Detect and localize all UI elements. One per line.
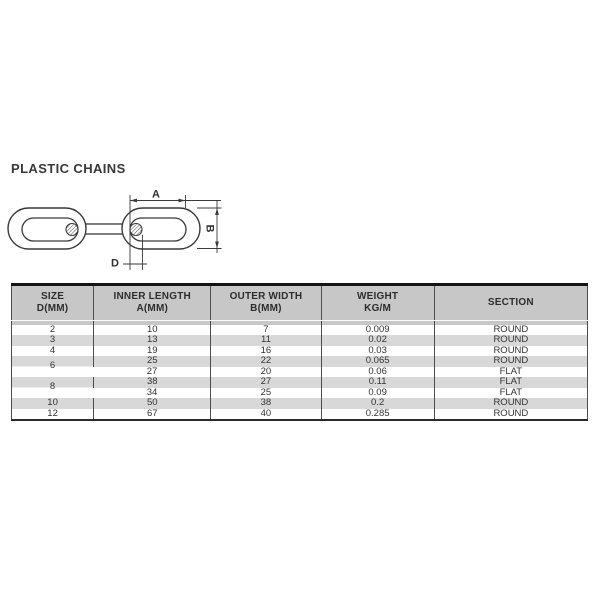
page-title: PLASTIC CHAINS [11, 161, 126, 176]
cell-section: FLAT [434, 388, 587, 399]
cell-size: 8 [12, 377, 94, 398]
cell-size: 6 [12, 356, 94, 377]
cell-weight: 0.2 [321, 398, 434, 409]
cell-outer-width: 7 [211, 325, 321, 336]
cell-outer-width: 20 [211, 367, 321, 378]
cell-section: ROUND [434, 325, 587, 336]
cell-section: ROUND [434, 346, 587, 357]
cell-inner-length: 67 [94, 409, 211, 421]
cell-outer-width: 40 [211, 409, 321, 421]
col-header-inner-length: INNER LENGTH A(MM) [94, 285, 211, 321]
table-row [12, 356, 588, 367]
cell-weight: 0.009 [321, 325, 434, 336]
dim-label-a: A [152, 188, 160, 201]
col-header-outer-width: OUTER WIDTH B(MM) [211, 285, 321, 321]
dim-a-arrow-left [130, 199, 137, 203]
cell-inner-length: 25 [94, 356, 211, 367]
cell-outer-width: 38 [211, 398, 321, 409]
cell-weight: 0.09 [321, 388, 434, 399]
cell-weight: 0.11 [321, 377, 434, 388]
cell-inner-length: 10 [94, 325, 211, 336]
cell-section: ROUND [434, 409, 587, 421]
wire-cross-section-left [66, 224, 78, 236]
table-row [12, 398, 588, 409]
cell-size: 4 [12, 346, 94, 357]
connecting-link-edge [80, 224, 126, 234]
header-row [12, 285, 588, 321]
cell-section: ROUND [434, 356, 587, 367]
cell-outer-width: 16 [211, 346, 321, 357]
cell-outer-width: 22 [211, 356, 321, 367]
cell-section: FLAT [434, 367, 587, 378]
spec-table [11, 283, 588, 421]
cell-section: ROUND [434, 335, 587, 346]
dim-b-arrow-top [215, 208, 219, 215]
cell-inner-length: 34 [94, 388, 211, 399]
cell-weight: 0.03 [321, 346, 434, 357]
dim-label-d: D [111, 257, 119, 270]
cell-weight: 0.285 [321, 409, 434, 421]
cell-weight: 0.02 [321, 335, 434, 346]
cell-weight: 0.065 [321, 356, 434, 367]
chain-diagram [0, 183, 235, 275]
cell-outer-width: 27 [211, 377, 321, 388]
cell-inner-length: 19 [94, 346, 211, 357]
dim-label-b: B [203, 224, 216, 233]
table-row [12, 377, 588, 388]
table-row [12, 335, 588, 346]
cell-outer-width: 25 [211, 388, 321, 399]
cell-inner-length: 13 [94, 335, 211, 346]
cell-section: ROUND [434, 398, 587, 409]
cell-inner-length: 38 [94, 377, 211, 388]
col-header-weight: WEIGHT KG/M [321, 285, 434, 321]
cell-inner-length: 27 [94, 367, 211, 378]
spec-table-body [12, 325, 588, 421]
table-row [12, 367, 588, 378]
spec-table-header [12, 285, 588, 325]
col-header-section: SECTION [434, 285, 587, 321]
col-header-size: SIZE D(MM) [12, 285, 94, 321]
table-row [12, 409, 588, 421]
dim-b-arrow-bottom [215, 242, 219, 249]
cell-size: 10 [12, 398, 94, 409]
table-row [12, 325, 588, 336]
cell-section: FLAT [434, 377, 587, 388]
table-row [12, 388, 588, 399]
wire-cross-section-right [130, 224, 142, 236]
cell-size: 12 [12, 409, 94, 421]
cell-outer-width: 11 [211, 335, 321, 346]
cell-size: 3 [12, 335, 94, 346]
cell-weight: 0.06 [321, 367, 434, 378]
table-row [12, 346, 588, 357]
cell-inner-length: 50 [94, 398, 211, 409]
cell-size: 2 [12, 325, 94, 336]
dim-a-arrow-right [179, 199, 186, 203]
